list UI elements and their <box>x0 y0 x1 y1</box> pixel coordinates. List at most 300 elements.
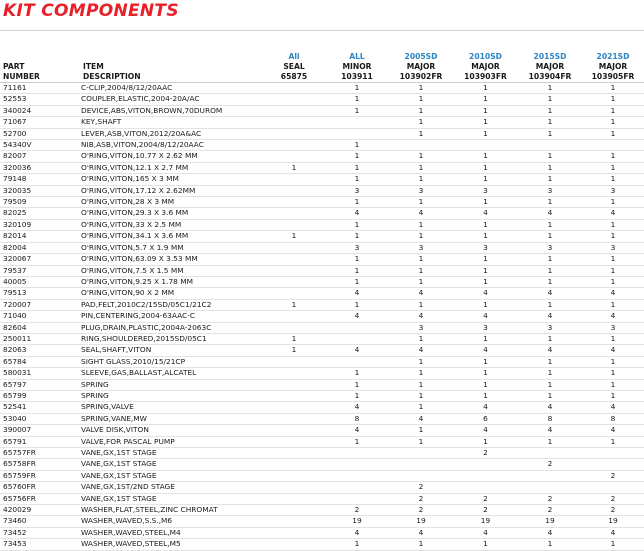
quantity-cell: 3 <box>483 242 488 252</box>
quantity-cell: 1 <box>610 436 616 446</box>
quantity-cell: 1 <box>610 299 616 309</box>
quantity-cell <box>389 448 453 459</box>
quantity-cell: 1 <box>483 299 488 309</box>
quantity-cell: 1 <box>483 128 488 138</box>
quantity-cell: 4 <box>418 345 424 355</box>
quantity-cell: 4 <box>418 413 424 423</box>
part-number-cell: 65760FR <box>3 482 36 492</box>
quantity-cell: 1 <box>418 425 424 435</box>
header-era: 2021SD <box>596 52 630 61</box>
quantity-cell: 1 <box>483 436 488 446</box>
quantity-cell <box>263 276 325 287</box>
table-row <box>0 356 644 367</box>
title-divider <box>0 30 644 31</box>
quantity-cell: 1 <box>547 231 553 241</box>
quantity-cell: 4 <box>547 402 553 412</box>
quantity-cell: 1 <box>483 174 488 184</box>
table-row <box>0 413 644 424</box>
part-number-cell: 79509 <box>3 197 27 207</box>
quantity-cell: 1 <box>418 174 424 184</box>
table-row <box>0 105 644 116</box>
quantity-cell <box>325 493 389 504</box>
quantity-cell <box>263 140 325 151</box>
item-description-cell: PLUG,DRAIN,PLASTIC,2004A-2063C <box>81 322 212 332</box>
quantity-cell: 2 <box>418 482 424 492</box>
quantity-cell <box>453 140 518 151</box>
quantity-cell <box>518 140 582 151</box>
item-description-cell: WASHER,FLAT,STEEL,ZINC CHROMAT <box>81 505 218 515</box>
quantity-cell: 1 <box>418 197 424 207</box>
quantity-cell: 3 <box>418 185 424 195</box>
quantity-cell: 4 <box>547 527 553 537</box>
col-header-item-description <box>80 50 263 83</box>
part-number-cell: 340024 <box>3 105 32 115</box>
quantity-cell <box>263 117 325 128</box>
item-description-cell: VANE,GX,1ST/2ND STAGE <box>81 482 175 492</box>
quantity-cell: 1 <box>483 390 488 400</box>
table-row <box>0 425 644 436</box>
quantity-cell: 1 <box>291 299 297 309</box>
header-text: 103911 <box>341 72 373 81</box>
item-description-cell: SPRING,VALVE <box>81 402 134 412</box>
quantity-cell: 1 <box>418 105 424 115</box>
part-number-cell: 71040 <box>3 311 27 321</box>
quantity-cell: 19 <box>352 516 362 526</box>
quantity-cell: 1 <box>547 333 553 343</box>
quantity-cell <box>518 470 582 481</box>
quantity-cell <box>518 482 582 493</box>
quantity-cell: 2 <box>483 448 488 457</box>
item-description-cell: O'RING,VITON,28 X 3 MM <box>81 197 175 207</box>
quantity-cell: 8 <box>354 413 360 423</box>
quantity-cell: 1 <box>547 117 553 127</box>
quantity-cell: 1 <box>547 276 553 286</box>
item-description-cell: VANE,GX,1ST STAGE <box>81 493 157 503</box>
col-header-major-2010sd <box>453 50 518 83</box>
table-row <box>0 174 644 185</box>
table-row <box>0 448 644 459</box>
quantity-cell: 3 <box>483 185 488 195</box>
quantity-cell: 3 <box>610 185 616 195</box>
quantity-cell: 1 <box>547 265 553 275</box>
quantity-cell: 4 <box>547 288 553 298</box>
part-number-cell: 82604 <box>3 322 27 332</box>
quantity-cell <box>325 448 389 459</box>
quantity-cell: 1 <box>291 231 297 241</box>
quantity-cell: 1 <box>483 356 488 366</box>
quantity-cell: 4 <box>610 527 616 537</box>
quantity-cell: 1 <box>547 379 553 389</box>
quantity-cell: 1 <box>418 83 424 92</box>
table-row <box>0 151 644 162</box>
header-text: MAJOR <box>471 62 500 71</box>
header-text: 103904FR <box>528 72 572 81</box>
quantity-cell <box>582 448 644 459</box>
quantity-cell <box>263 413 325 424</box>
quantity-cell: 4 <box>483 402 488 412</box>
quantity-cell: 4 <box>483 425 488 435</box>
quantity-cell: 4 <box>610 425 616 435</box>
quantity-cell: 4 <box>547 425 553 435</box>
part-number-cell: 53040 <box>3 413 27 423</box>
quantity-cell <box>263 208 325 219</box>
item-description-cell: O'RING,VITON,34.1 X 3.6 MM <box>81 231 189 241</box>
quantity-cell <box>263 516 325 527</box>
table-row <box>0 390 644 401</box>
part-number-cell: 71067 <box>3 117 27 127</box>
table-row <box>0 516 644 527</box>
part-number-cell: 720007 <box>3 299 32 309</box>
quantity-cell: 1 <box>547 105 553 115</box>
quantity-cell: 1 <box>610 231 616 241</box>
part-number-cell: 390007 <box>3 425 32 435</box>
quantity-cell <box>263 390 325 401</box>
quantity-cell: 1 <box>354 436 360 446</box>
item-description-cell: VANE,GX,1ST STAGE <box>81 448 157 457</box>
quantity-cell <box>453 470 518 481</box>
quantity-cell: 1 <box>483 151 488 161</box>
quantity-cell: 1 <box>354 265 360 275</box>
table-row <box>0 185 644 196</box>
quantity-cell: 1 <box>610 265 616 275</box>
table-row <box>0 197 644 208</box>
quantity-cell: 1 <box>291 333 297 343</box>
quantity-cell: 1 <box>418 299 424 309</box>
part-number-cell: 52553 <box>3 94 27 104</box>
item-description-cell: DEVICE,ABS,VITON,BROWN,70DUROM <box>81 105 223 115</box>
quantity-cell: 1 <box>610 356 616 366</box>
quantity-cell: 1 <box>547 197 553 207</box>
quantity-cell: 4 <box>610 311 616 321</box>
col-header-seal-kit <box>263 50 325 83</box>
table-row <box>0 117 644 128</box>
quantity-cell: 1 <box>483 83 488 92</box>
quantity-cell: 4 <box>354 311 360 321</box>
quantity-cell <box>582 140 644 151</box>
item-description-cell: VANE,GX,1ST STAGE <box>81 470 157 480</box>
quantity-cell: 4 <box>354 345 360 355</box>
quantity-cell <box>263 197 325 208</box>
item-description-cell: O'RING,VITON,12.1 X 2.7 MM <box>81 162 189 172</box>
table-row <box>0 368 644 379</box>
quantity-cell: 1 <box>483 368 488 378</box>
table-row <box>0 276 644 287</box>
part-number-cell: 320067 <box>3 254 32 264</box>
quantity-cell: 4 <box>547 345 553 355</box>
part-number-cell: 65799 <box>3 390 27 400</box>
quantity-cell: 4 <box>354 527 360 537</box>
quantity-cell <box>263 83 325 94</box>
table-row <box>0 402 644 413</box>
quantity-cell: 1 <box>483 265 488 275</box>
quantity-cell <box>263 94 325 105</box>
quantity-cell: 1 <box>547 436 553 446</box>
quantity-cell <box>263 459 325 470</box>
quantity-cell: 6 <box>483 413 488 423</box>
quantity-cell <box>518 448 582 459</box>
quantity-cell: 1 <box>483 276 488 286</box>
quantity-cell: 1 <box>354 174 360 184</box>
table-row <box>0 208 644 219</box>
table-row <box>0 94 644 105</box>
quantity-cell <box>582 459 644 470</box>
quantity-cell: 1 <box>610 128 616 138</box>
quantity-cell <box>263 219 325 230</box>
quantity-cell <box>263 482 325 493</box>
quantity-cell: 1 <box>483 117 488 127</box>
quantity-cell: 1 <box>418 368 424 378</box>
table-row <box>0 311 644 322</box>
quantity-cell: 2 <box>610 505 616 515</box>
header-text: SEAL <box>283 62 305 71</box>
quantity-cell <box>263 185 325 196</box>
quantity-cell: 1 <box>354 151 360 161</box>
col-header-part-number <box>0 50 80 83</box>
quantity-cell <box>263 254 325 265</box>
item-description-cell: O'RING,VITON,90 X 2 MM <box>81 288 175 298</box>
quantity-cell: 1 <box>610 368 616 378</box>
table-row <box>0 459 644 470</box>
quantity-cell: 8 <box>610 413 616 423</box>
header-text: MAJOR <box>598 62 628 71</box>
table-row <box>0 254 644 265</box>
quantity-cell: 4 <box>547 311 553 321</box>
quantity-cell: 1 <box>354 379 360 389</box>
quantity-cell: 1 <box>418 436 424 446</box>
page-title: KIT COMPONENTS <box>3 1 179 21</box>
item-description-cell: KEY,SHAFT <box>81 117 122 127</box>
item-description-cell: O'RING,VITON,63.09 X 3.53 MM <box>81 254 198 264</box>
quantity-cell: 1 <box>547 162 553 172</box>
quantity-cell: 1 <box>354 140 360 150</box>
quantity-cell: 1 <box>354 539 360 549</box>
quantity-cell: 1 <box>354 105 360 115</box>
header-text: ITEM <box>83 62 104 71</box>
quantity-cell: 1 <box>483 231 488 241</box>
quantity-cell: 1 <box>610 174 616 184</box>
part-number-cell: 71161 <box>3 83 27 92</box>
part-number-cell: 82004 <box>3 242 27 252</box>
quantity-cell: 1 <box>547 539 553 549</box>
table-row <box>0 242 644 253</box>
item-description-cell: VALVE,FOR PASCAL PUMP <box>81 436 175 446</box>
quantity-cell: 1 <box>418 254 424 264</box>
quantity-cell: 1 <box>547 219 553 229</box>
quantity-cell: 1 <box>354 390 360 400</box>
quantity-cell: 1 <box>547 174 553 184</box>
quantity-cell: 3 <box>610 242 616 252</box>
item-description-cell: VALVE DISK,VITON <box>81 425 149 435</box>
quantity-cell: 4 <box>418 311 424 321</box>
quantity-cell: 1 <box>354 276 360 286</box>
item-description-cell: VANE,GX,1ST STAGE <box>81 459 157 469</box>
item-description-cell: C-CLIP,2004/8/12/20AAC <box>81 83 173 92</box>
table-row <box>0 379 644 390</box>
part-number-cell: 73452 <box>3 527 27 537</box>
quantity-cell: 4 <box>483 311 488 321</box>
item-description-cell: SEAL,SHAFT,VITON <box>81 345 152 355</box>
part-number-cell: 79537 <box>3 265 27 275</box>
header-era: 2010SD <box>469 52 502 61</box>
quantity-cell <box>263 448 325 459</box>
header-text: MINOR <box>342 62 372 71</box>
quantity-cell: 1 <box>418 402 424 412</box>
quantity-cell: 4 <box>547 208 553 218</box>
quantity-cell <box>263 151 325 162</box>
quantity-cell <box>263 493 325 504</box>
quantity-cell <box>263 425 325 436</box>
table-row <box>0 299 644 310</box>
quantity-cell: 3 <box>547 322 553 332</box>
part-number-cell: 54340V <box>3 140 32 150</box>
item-description-cell: NIB,ASB,VITON,2004/8/12/20AAC <box>81 140 204 150</box>
part-number-cell: 320035 <box>3 185 32 195</box>
table-row <box>0 493 644 504</box>
quantity-cell: 1 <box>547 299 553 309</box>
quantity-cell: 1 <box>610 333 616 343</box>
header-text: NUMBER <box>3 72 40 81</box>
part-number-cell: 65797 <box>3 379 27 389</box>
quantity-cell: 2 <box>610 493 616 503</box>
item-description-cell: SPRING,VANE,MW <box>81 413 147 423</box>
item-description-cell: O'RING,VITON,5.7 X 1.9 MM <box>81 242 184 252</box>
part-number-cell: 52700 <box>3 128 27 138</box>
quantity-cell <box>325 322 389 333</box>
quantity-cell <box>263 539 325 550</box>
item-description-cell: SPRING <box>81 390 109 400</box>
item-description-cell: O'RING,VITON,9.25 X 1.78 MM <box>81 276 193 286</box>
part-number-cell: 320109 <box>3 219 32 229</box>
quantity-cell: 1 <box>547 128 553 138</box>
quantity-cell <box>263 105 325 116</box>
part-number-cell: 65757FR <box>3 448 36 457</box>
kit-components-table <box>0 50 644 551</box>
quantity-cell: 3 <box>354 242 360 252</box>
item-description-cell: WASHER,WAVED,STEEL,M4 <box>81 527 181 537</box>
quantity-cell: 1 <box>483 539 488 549</box>
quantity-cell: 1 <box>483 162 488 172</box>
quantity-cell: 1 <box>418 162 424 172</box>
quantity-cell: 1 <box>610 117 616 127</box>
quantity-cell: 2 <box>354 505 360 515</box>
quantity-cell: 1 <box>610 539 616 549</box>
quantity-cell: 1 <box>354 368 360 378</box>
quantity-cell <box>263 436 325 447</box>
table-row <box>0 83 644 94</box>
quantity-cell: 1 <box>418 333 424 343</box>
item-description-cell: PIN,CENTERING,2004-63AAC-C <box>81 311 196 321</box>
quantity-cell: 4 <box>610 288 616 298</box>
quantity-cell <box>263 322 325 333</box>
quantity-cell <box>263 527 325 538</box>
item-description-cell: SIGHT GLASS,2010/15/21CP <box>81 356 186 366</box>
quantity-cell: 4 <box>354 402 360 412</box>
item-description-cell: O'RING,VITON,29.3 X 3.6 MM <box>81 208 189 218</box>
item-description-cell: SLEEVE,GAS,BALLAST,ALCATEL <box>81 368 197 378</box>
quantity-cell <box>263 174 325 185</box>
col-header-major-2005sd <box>389 50 453 83</box>
quantity-cell: 1 <box>547 368 553 378</box>
quantity-cell: 2 <box>418 505 424 515</box>
quantity-cell <box>389 470 453 481</box>
quantity-cell: 2 <box>547 459 553 469</box>
quantity-cell: 4 <box>418 288 424 298</box>
part-number-cell: 82014 <box>3 231 27 241</box>
header-text: MAJOR <box>535 62 565 71</box>
quantity-cell: 1 <box>418 356 424 366</box>
quantity-cell <box>263 356 325 367</box>
quantity-cell <box>325 459 389 470</box>
quantity-cell <box>325 470 389 481</box>
quantity-cell: 1 <box>547 390 553 400</box>
col-header-major-2015sd <box>518 50 582 83</box>
table-body <box>0 83 644 551</box>
quantity-cell: 1 <box>610 254 616 264</box>
quantity-cell: 1 <box>610 379 616 389</box>
quantity-cell: 1 <box>418 390 424 400</box>
part-number-cell: 52541 <box>3 402 27 412</box>
quantity-cell: 1 <box>610 390 616 400</box>
quantity-cell: 1 <box>483 254 488 264</box>
quantity-cell: 4 <box>483 288 488 298</box>
quantity-cell: 1 <box>547 151 553 161</box>
part-number-cell: 82007 <box>3 151 27 161</box>
quantity-cell: 19 <box>608 516 618 526</box>
table-row <box>0 288 644 299</box>
quantity-cell: 4 <box>354 288 360 298</box>
item-description-cell: O'RING,VITON,10.77 X 2.62 MM <box>81 151 198 161</box>
quantity-cell: 2 <box>610 470 616 480</box>
quantity-cell: 1 <box>418 128 424 138</box>
quantity-cell: 1 <box>483 94 488 104</box>
table-row <box>0 482 644 493</box>
quantity-cell <box>389 140 453 151</box>
quantity-cell: 4 <box>418 527 424 537</box>
quantity-cell: 1 <box>418 94 424 104</box>
item-description-cell: RING,SHOULDERED,2015SD/05C1 <box>81 333 207 343</box>
quantity-cell: 1 <box>418 231 424 241</box>
table-row <box>0 436 644 447</box>
table-row <box>0 470 644 481</box>
quantity-cell: 8 <box>547 413 553 423</box>
quantity-cell: 1 <box>418 219 424 229</box>
quantity-cell: 1 <box>418 539 424 549</box>
quantity-cell: 1 <box>610 162 616 172</box>
table-row <box>0 505 644 516</box>
quantity-cell: 1 <box>547 83 553 92</box>
quantity-cell: 1 <box>610 94 616 104</box>
table-row <box>0 219 644 230</box>
quantity-cell <box>325 333 389 344</box>
header-text: PART <box>3 62 25 71</box>
quantity-cell: 3 <box>547 185 553 195</box>
quantity-cell: 2 <box>547 505 553 515</box>
item-description-cell: SPRING <box>81 379 109 389</box>
part-number-cell: 73453 <box>3 539 27 549</box>
item-description-cell: WASHER,WAVED,S.S.,M6 <box>81 516 173 526</box>
quantity-cell: 4 <box>483 208 488 218</box>
quantity-cell: 19 <box>416 516 426 526</box>
quantity-cell: 1 <box>610 276 616 286</box>
quantity-cell: 1 <box>291 162 297 172</box>
header-text: 65875 <box>280 72 308 81</box>
quantity-cell: 1 <box>354 197 360 207</box>
table-row <box>0 322 644 333</box>
quantity-cell: 3 <box>547 242 553 252</box>
quantity-cell: 1 <box>354 254 360 264</box>
quantity-cell: 1 <box>483 197 488 207</box>
quantity-cell: 1 <box>483 333 488 343</box>
